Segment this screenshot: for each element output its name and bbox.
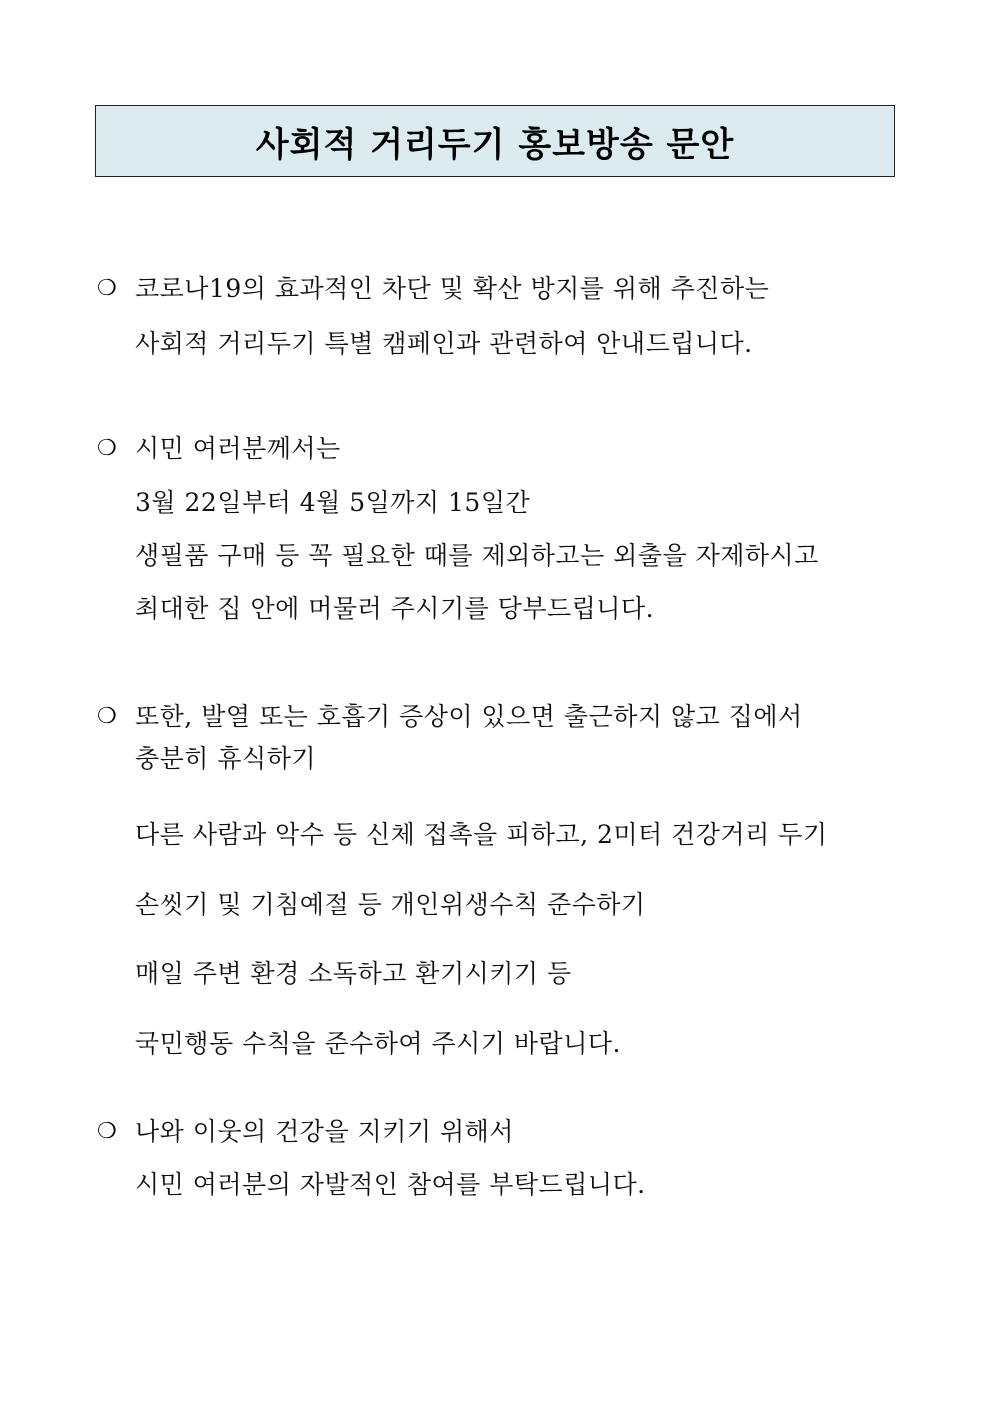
section-2-line-4: 최대한 집 안에 머물러 주시기를 당부드립니다. — [135, 594, 655, 623]
section-3-line-2: 충분히 휴식하기 — [135, 744, 316, 773]
section-3-line-6: 국민행동 수칙을 준수하여 주시기 바랍니다. — [135, 1029, 621, 1058]
page-title: 사회적 거리두기 홍보방송 문안 — [255, 124, 735, 165]
bullet-icon: ❍ — [97, 436, 117, 461]
section-2-line-1: 시민 여러분께서는 — [135, 434, 341, 463]
bullet-icon: ❍ — [97, 1119, 117, 1144]
section-3-line-1: 또한, 발열 또는 호흡기 증상이 있으면 출근하지 않고 집에서 — [135, 702, 803, 731]
bullet-icon: ❍ — [97, 704, 117, 729]
section-3-line-3: 다른 사람과 악수 등 신체 접촉을 피하고, 2미터 건강거리 두기 — [135, 820, 828, 849]
section-2-line-3: 생필품 구매 등 꼭 필요한 때를 제외하고는 외출을 자제하시고 — [135, 541, 819, 570]
section-3-line-5: 매일 주변 환경 소독하고 환기시키기 등 — [135, 959, 572, 988]
section-1-line-2: 사회적 거리두기 특별 캠페인과 관련하여 안내드립니다. — [135, 329, 753, 358]
section-4-line-2: 시민 여러분의 자발적인 참여를 부탁드립니다. — [135, 1170, 646, 1199]
section-1-line-1: 코로나19의 효과적인 차단 및 확산 방지를 위해 추진하는 — [135, 274, 770, 303]
title-box — [95, 105, 895, 177]
section-2-line-2: 3월 22일부터 4월 5일까지 15일간 — [135, 488, 531, 517]
section-3-line-4: 손씻기 및 기침예절 등 개인위생수칙 준수하기 — [135, 890, 646, 919]
bullet-icon: ❍ — [97, 276, 117, 301]
section-4-line-1: 나와 이웃의 건강을 지키기 위해서 — [135, 1117, 514, 1146]
